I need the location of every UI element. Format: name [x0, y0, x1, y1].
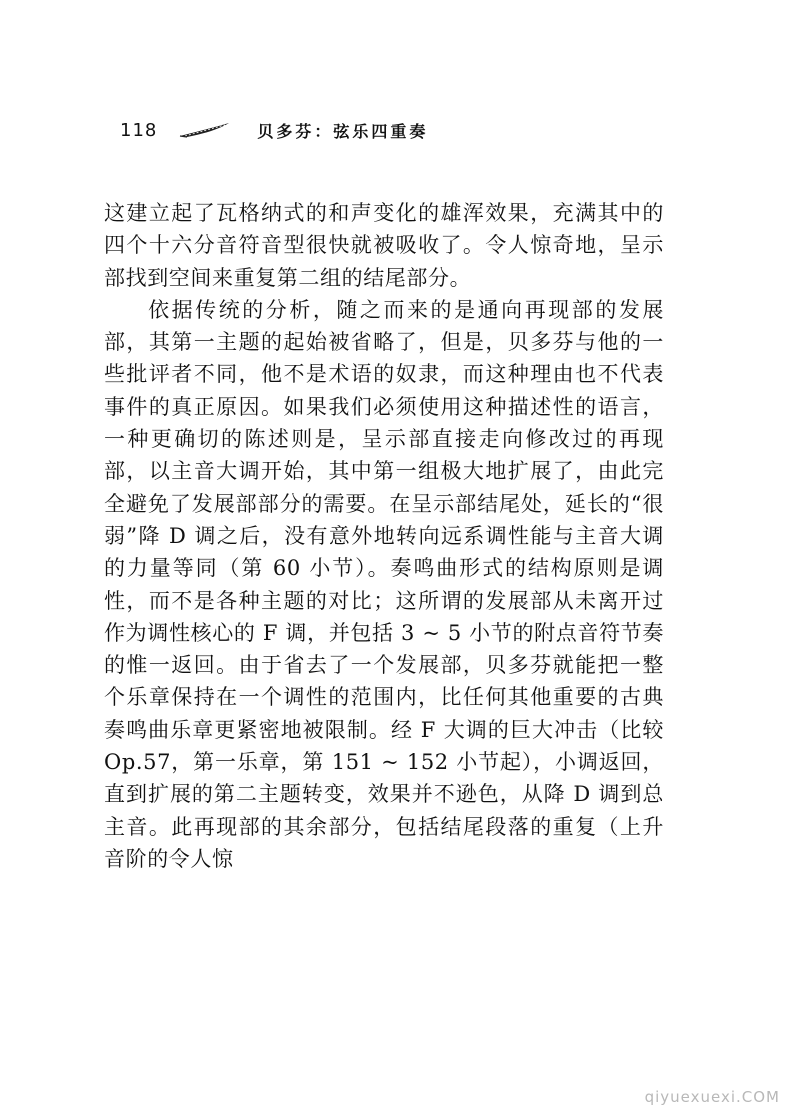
paragraph-continuation: 这建立起了瓦格纳式的和声变化的雄浑效果，充满其中的四个十六分音符音型很快就被吸收了。令人惊奇地，呈示部找到空间来重复第二组的结尾部分。 — [104, 201, 664, 290]
body-text — [104, 197, 664, 875]
running-header — [120, 115, 428, 145]
running-title: 贝多芬：弦乐四重奏 — [257, 121, 429, 141]
page-number: 118 — [120, 119, 158, 141]
quill-icon — [179, 121, 231, 139]
watermark: qiyuexuexi.COM — [644, 1088, 780, 1106]
paragraph-analysis: 依据传统的分析，随之而来的是通向再现部的发展部，其第一主题的起始被省略了，但是，贝多芬与他的一些批评者不同，他不是术语的奴隶，而这种理由也不代表事件的真正原因。如果我们必须使用这种描述性的语言，一种更确切的陈述则是，呈示部直接走向修改过的再现部，以主音大调开始，其中第一组极大地扩展了，由此完全避免了发展部部分的需要。在呈示部结尾处，延长的“很弱”降 D 调之后，没有意外地转向远系调性能与主音大调的力量等同（第 60 小节）。奏鸣曲形式的结构原则是调性，而不是各种主题的对比；这所谓的发展部从未离开过作为调性核心的 F 调，并包括 3 ~ 5 小节的附点音符节奏的惟一返回。由于省去了一个发展部，贝多芬就能把一整个乐章保持在一个调性的范围内，比任何其他重要的古典奏鸣曲乐章更紧密地被限制。经 F 大调的巨大冲击（比较 Op.57，第一乐章，第 151 ~ 152 小节起），小调返回，直到扩展的第二主题转变，效果并不逊色，从降 D 调到总主音。此再现部的其余部分，包括结尾段落的重复（上升音阶的令人惊 — [104, 297, 664, 871]
